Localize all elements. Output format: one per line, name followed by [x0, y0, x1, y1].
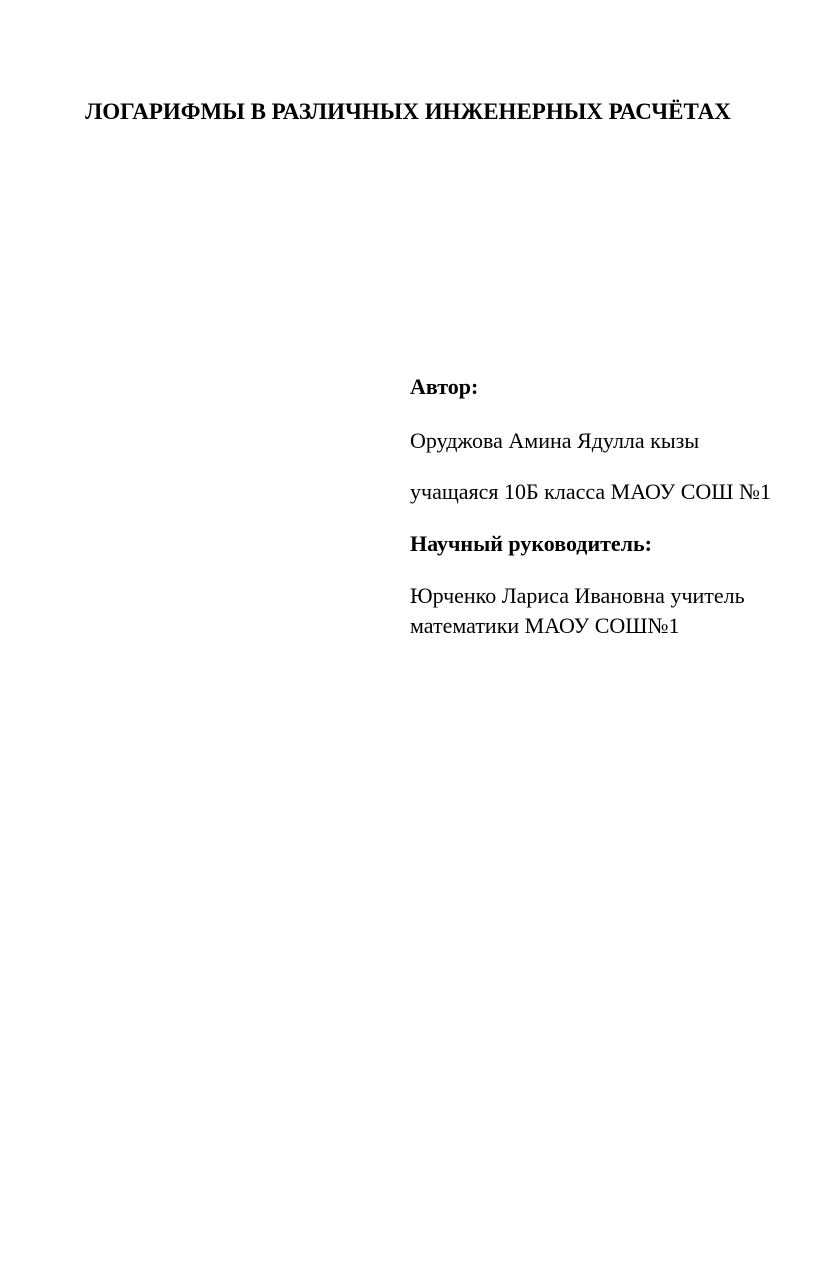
- author-class: учащаяся 10Б класса МАОУ СОШ №1: [410, 479, 771, 504]
- author-label: Автор:: [410, 374, 479, 399]
- supervisor-info: Юрченко Лариса Ивановна учитель математики МАОУ СОШ№1: [410, 583, 745, 638]
- document-title: ЛОГАРИФМЫ В РАЗЛИЧНЫХ ИНЖЕНЕРНЫХ РАСЧЁТАХ: [85, 99, 731, 124]
- author-info-block: [410, 372, 800, 641]
- author-name: Оруджова Амина Ядулла кызы: [410, 428, 700, 453]
- supervisor-label: Научный руководитель:: [410, 531, 652, 556]
